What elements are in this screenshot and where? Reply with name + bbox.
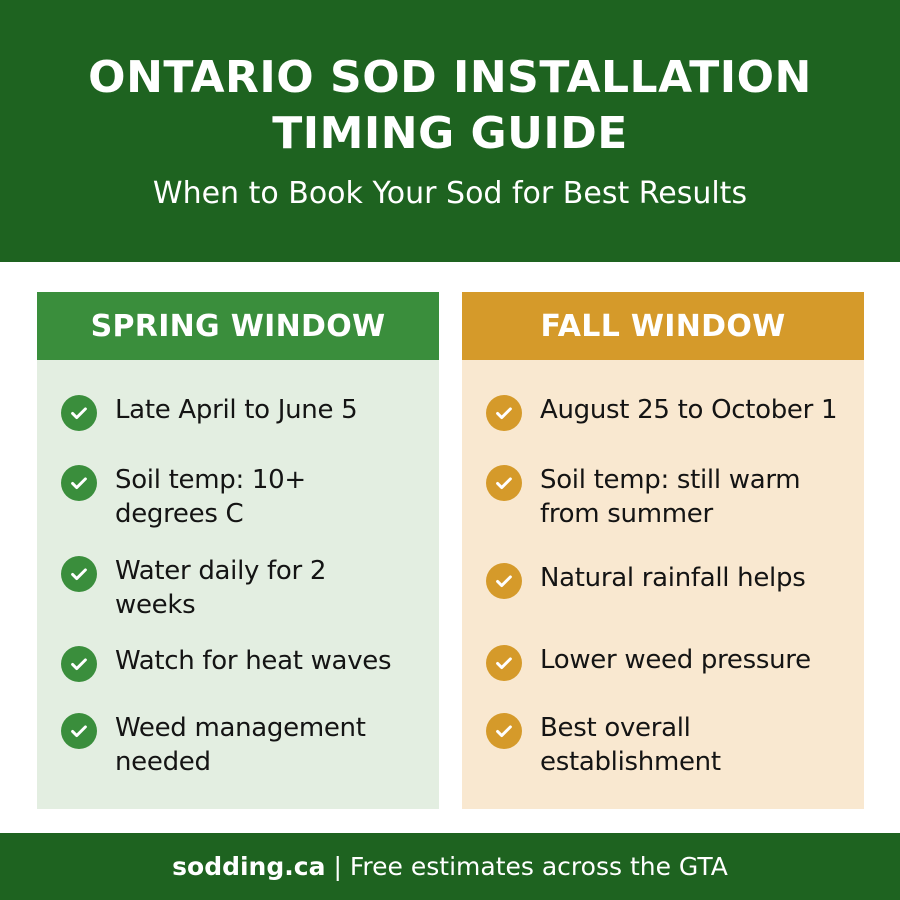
page-title bbox=[0, 50, 900, 162]
page-subtitle: When to Book Your Sod for Best Results bbox=[152, 176, 748, 211]
fall-window-heading: FALL WINDOW bbox=[462, 292, 864, 360]
fall-item-1 bbox=[486, 393, 856, 431]
spring-item-text: Weed management needed bbox=[115, 713, 366, 777]
fall-item-2 bbox=[486, 463, 856, 531]
header-banner bbox=[0, 0, 900, 262]
fall-window-panel bbox=[462, 292, 864, 809]
spring-item-5 bbox=[61, 711, 431, 779]
check-circle-icon bbox=[486, 465, 522, 501]
check-circle-icon bbox=[486, 395, 522, 431]
website-link[interactable]: sodding.ca bbox=[172, 852, 326, 881]
spring-item-1 bbox=[61, 393, 431, 431]
check-circle-icon bbox=[486, 563, 522, 599]
fall-item-3 bbox=[486, 561, 856, 599]
fall-item-text: August 25 to October 1 bbox=[540, 395, 838, 425]
footer-tagline: Free estimates across the GTA bbox=[349, 852, 728, 881]
fall-item-text: Soil temp: still warm from summer bbox=[540, 465, 801, 529]
fall-item-4 bbox=[486, 643, 856, 681]
spring-item-3 bbox=[61, 554, 431, 622]
check-circle-icon bbox=[486, 645, 522, 681]
check-circle-icon bbox=[61, 395, 97, 431]
spring-item-text: Watch for heat waves bbox=[115, 646, 392, 676]
footer-separator: | bbox=[333, 852, 342, 881]
spring-window-heading: SPRING WINDOW bbox=[37, 292, 439, 360]
check-circle-icon bbox=[61, 713, 97, 749]
spring-item-2 bbox=[61, 463, 431, 531]
title-line-2: TIMING GUIDE bbox=[272, 108, 628, 159]
spring-item-4 bbox=[61, 644, 431, 682]
footer-banner bbox=[0, 833, 900, 900]
title-line-1: ONTARIO SOD INSTALLATION bbox=[88, 52, 812, 103]
fall-item-text: Lower weed pressure bbox=[540, 645, 811, 675]
spring-item-text: Water daily for 2 weeks bbox=[115, 556, 327, 620]
check-circle-icon bbox=[61, 646, 97, 682]
spring-item-text: Late April to June 5 bbox=[115, 395, 358, 425]
spring-item-text: Soil temp: 10+ degrees C bbox=[115, 465, 306, 529]
spring-window-panel bbox=[37, 292, 439, 809]
fall-item-5 bbox=[486, 711, 856, 779]
fall-item-text: Natural rainfall helps bbox=[540, 563, 806, 593]
check-circle-icon bbox=[61, 465, 97, 501]
check-circle-icon bbox=[486, 713, 522, 749]
check-circle-icon bbox=[61, 556, 97, 592]
fall-item-text: Best overall establishment bbox=[540, 713, 721, 777]
